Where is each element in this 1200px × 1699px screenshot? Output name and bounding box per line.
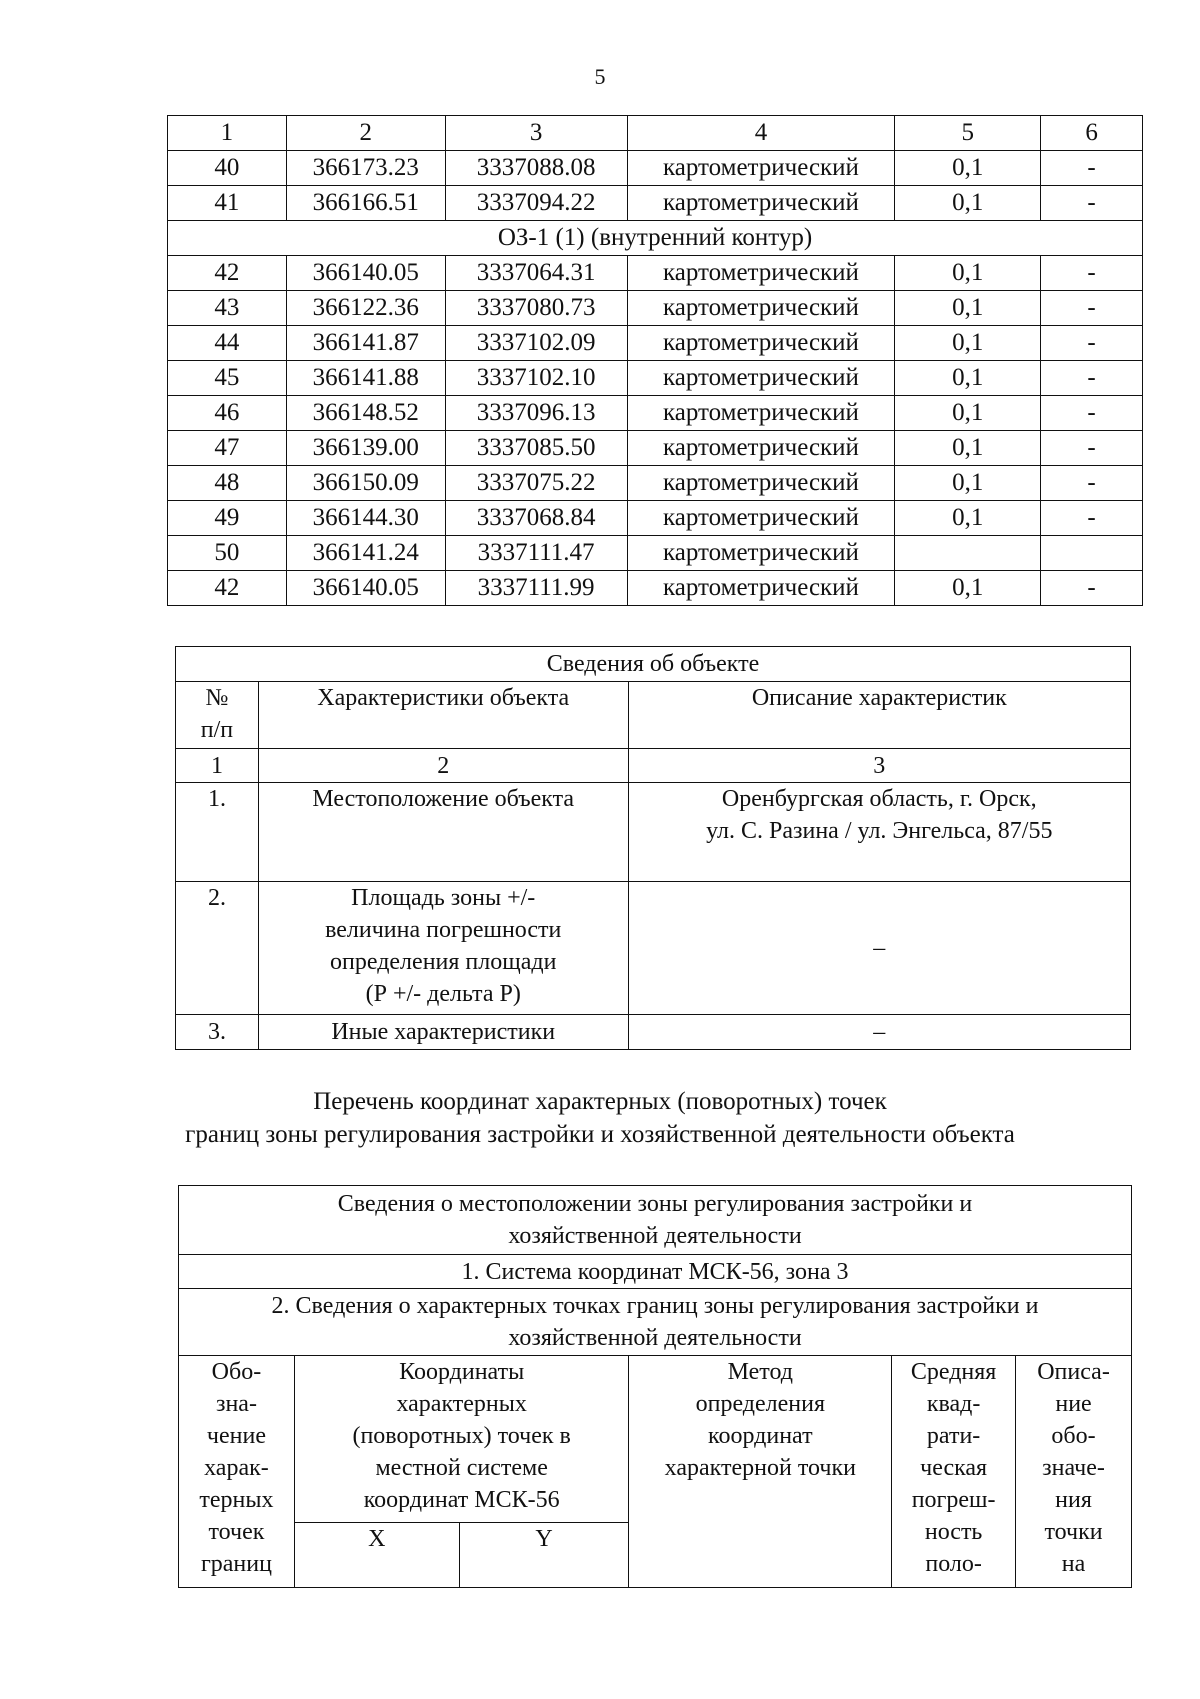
header-row [168,116,1143,151]
row-number: 3. [176,1015,259,1050]
cell: 3337068.84 [445,501,627,536]
index-cell: 1 [176,749,259,783]
cell: 0,1 [895,431,1041,466]
header-line: чение [206,1423,266,1449]
header-line: определения [695,1391,825,1417]
cell: 0,1 [895,291,1041,326]
cell: 0,1 [895,361,1041,396]
header-line: местной системе [375,1455,548,1481]
header-line: ние [1055,1391,1092,1417]
cell: - [1041,291,1143,326]
cell: картометрический [627,431,895,466]
header-line: ческая [920,1455,988,1481]
header-line: характерных [396,1391,527,1417]
cell: 3 [445,116,627,151]
cell: картометрический [627,536,895,571]
cell: 50 [168,536,287,571]
index-cell: 2 [258,749,628,783]
col-num-header: № п/п [176,682,259,749]
cell: 0,1 [895,256,1041,291]
cell: 3337096.13 [445,396,627,431]
header-line: поло- [925,1551,982,1577]
cell: картометрический [627,186,895,221]
cell: картометрический [627,256,895,291]
cell: 45 [168,361,287,396]
header-line: точек [208,1519,265,1545]
cell [895,536,1041,571]
cell: 3337080.73 [445,291,627,326]
header-line: квад- [926,1391,981,1417]
cell: 2 [286,116,445,151]
cell: - [1041,361,1143,396]
cell: - [1041,571,1143,606]
cell: картометрический [627,326,895,361]
cell: 0,1 [895,396,1041,431]
row-characteristic: Иные характеристики [258,1015,628,1050]
header-line: харак- [204,1455,269,1481]
cell: 366141.24 [286,536,445,571]
header-line: координат [708,1423,813,1449]
object-info-table [175,646,1131,1050]
zone-table [178,1185,1132,1588]
cell: 366144.30 [286,501,445,536]
header-line: точки [1044,1519,1103,1545]
col-method [629,1356,892,1588]
cell: - [1041,396,1143,431]
col-coordinates [294,1356,629,1523]
cell: картометрический [627,466,895,501]
coordinates-table [167,115,1143,606]
col-x: X [294,1523,459,1588]
cell: 49 [168,501,287,536]
table-row [168,326,1143,361]
cell: 366141.88 [286,361,445,396]
cell: 41 [168,186,287,221]
cell: картометрический [627,501,895,536]
cell: 0,1 [895,151,1041,186]
cell: картометрический [627,396,895,431]
header-line: ность [924,1519,983,1545]
table-row [168,361,1143,396]
cell: 366139.00 [286,431,445,466]
cell: 44 [168,326,287,361]
cell: 6 [1041,116,1143,151]
table-row [168,256,1143,291]
cell: 4 [627,116,895,151]
table-row [168,571,1143,606]
header-line: Обо- [211,1359,262,1385]
header-line: характерной точки [664,1455,856,1481]
contour-label: ОЗ-1 (1) (внутренний контур) [168,221,1143,256]
cell: 3337064.31 [445,256,627,291]
row-characteristic: Местоположение объекта [258,783,628,882]
index-cell: 3 [628,749,1130,783]
cell: 42 [168,256,287,291]
cell: 40 [168,151,287,186]
cell: 3337094.22 [445,186,627,221]
col-point-description [1016,1356,1132,1588]
object-row-location [176,783,1131,882]
cell: 3337085.50 [445,431,627,466]
cell: 48 [168,466,287,501]
header-line: координат МСК-56 [363,1487,560,1513]
row-description: – [628,1015,1130,1050]
header-line: (поворотных) точек в [352,1423,571,1449]
object-row-other [176,1015,1131,1050]
page-number: 5 [594,64,606,89]
cell: 366140.05 [286,256,445,291]
cell: 366141.87 [286,326,445,361]
header-line: Описа- [1037,1359,1110,1385]
list-heading-line2: границ зоны регулирования застройки и хозяйственной деятельности объекта [185,1121,1015,1148]
header-line: на [1061,1551,1086,1577]
cell: 0,1 [895,326,1041,361]
object-table-title: Сведения об объекте [176,647,1131,682]
header-line: зна- [215,1391,257,1417]
header-line: обо- [1051,1423,1096,1449]
table-row [168,466,1143,501]
object-row-area [176,882,1131,1015]
table-row [168,186,1143,221]
cell: 1 [168,116,287,151]
cell: 3337111.47 [445,536,627,571]
header-line: ния [1055,1487,1092,1513]
cell: 3337102.10 [445,361,627,396]
col-description-header: Описание характеристик [628,682,1130,749]
cell: - [1041,466,1143,501]
header-line: терных [199,1487,274,1513]
cell: картометрический [627,361,895,396]
row-description: – [628,882,1130,1015]
cell: 366150.09 [286,466,445,501]
table-row [168,431,1143,466]
cell [1041,536,1143,571]
cell: 3337075.22 [445,466,627,501]
cell: 0,1 [895,186,1041,221]
cell: - [1041,151,1143,186]
table-row [168,151,1143,186]
zone-table-title: Сведения о местоположении зоны регулирования застройки и хозяйственной деятельности [179,1186,1132,1255]
row-characteristic: Площадь зоны +/- величина погрешности определения площади (Р +/- дельта Р) [258,882,628,1015]
cell: - [1041,326,1143,361]
cell: 3337102.09 [445,326,627,361]
cell: 3337088.08 [445,151,627,186]
cell: - [1041,256,1143,291]
cell: 366148.52 [286,396,445,431]
coordinate-system: 1. Система координат МСК-56, зона 3 [179,1255,1132,1289]
cell: 366166.51 [286,186,445,221]
header-line: Координаты [399,1359,525,1385]
cell: 47 [168,431,287,466]
cell: 366122.36 [286,291,445,326]
cell: 42 [168,571,287,606]
table-row [168,501,1143,536]
header-line: погреш- [911,1487,996,1513]
cell: 366173.23 [286,151,445,186]
table-row [168,396,1143,431]
header-line: рати- [926,1423,981,1449]
cell: - [1041,186,1143,221]
cell: 0,1 [895,466,1041,501]
row-description: Оренбургская область, г. Орск, ул. С. Разина / ул. Энгельса, 87/55 [628,783,1130,882]
cell: картометрический [627,571,895,606]
cell: - [1041,501,1143,536]
col-characteristics-header: Характеристики объекта [258,682,628,749]
cell: 366140.05 [286,571,445,606]
cell: - [1041,431,1143,466]
row-number: 2. [176,882,259,1015]
list-heading-line1: Перечень координат характерных (поворотных) точек [313,1088,887,1115]
points-title: 2. Сведения о характерных точках границ зоны регулирования застройки и хозяйственной деятельности [179,1289,1132,1356]
cell: 43 [168,291,287,326]
header-line: Средняя [910,1359,997,1385]
header-line: Метод [727,1359,793,1385]
table-row [168,291,1143,326]
table-row [168,536,1143,571]
header-line: значе- [1042,1455,1105,1481]
col-point-designation [179,1356,295,1588]
cell: 0,1 [895,571,1041,606]
cell: картометрический [627,291,895,326]
col-y: Y [459,1523,629,1588]
cell: 3337111.99 [445,571,627,606]
cell: картометрический [627,151,895,186]
header-line: границ [200,1551,272,1577]
col-mean-error [892,1356,1016,1588]
row-number: 1. [176,783,259,882]
cell: 0,1 [895,501,1041,536]
cell: 5 [895,116,1041,151]
cell: 46 [168,396,287,431]
